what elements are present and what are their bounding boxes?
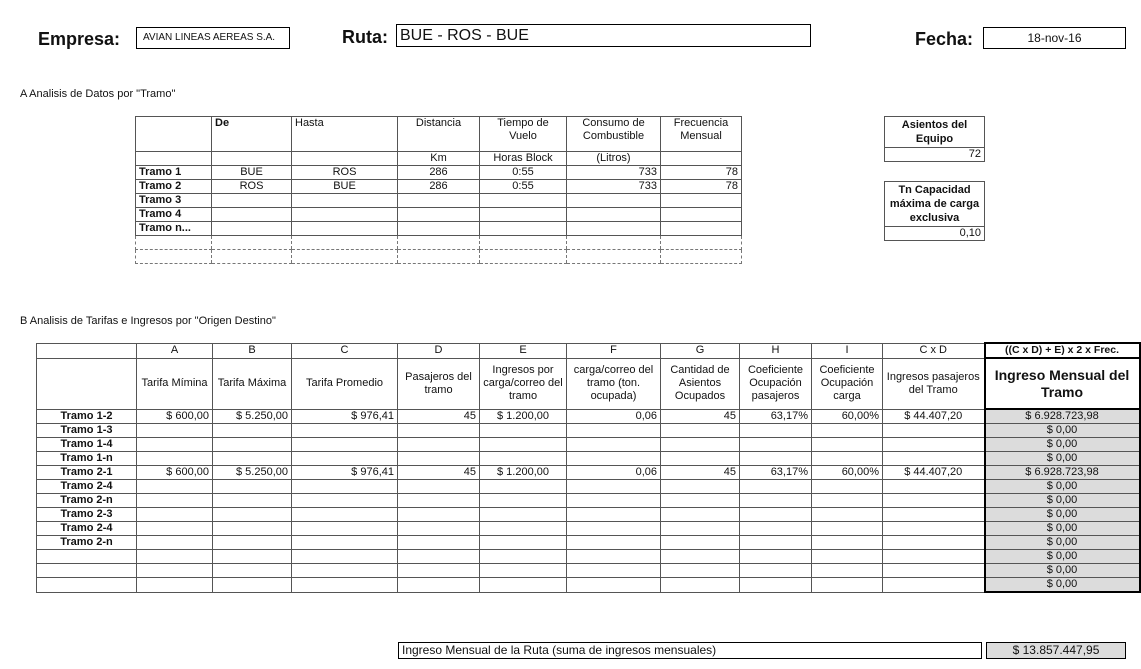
cell-f[interactable] xyxy=(567,508,661,522)
cell-freq[interactable] xyxy=(661,194,742,208)
cell-e[interactable] xyxy=(480,522,567,536)
cell-h[interactable] xyxy=(740,424,812,438)
cell-g[interactable] xyxy=(661,578,740,593)
cell-cxd[interactable] xyxy=(883,578,985,593)
cell-i[interactable] xyxy=(812,578,883,593)
total-label: Ingreso Mensual de la Ruta (suma de ingresos mensuales) xyxy=(398,642,982,659)
cell-i[interactable] xyxy=(812,480,883,494)
table-row xyxy=(37,409,1140,424)
dashed-cell xyxy=(661,236,742,250)
cell-d[interactable] xyxy=(398,536,480,550)
cell-dist[interactable] xyxy=(398,222,480,236)
cell-g[interactable] xyxy=(661,438,740,452)
cell-g[interactable]: 45 xyxy=(661,409,740,424)
letter-a: A xyxy=(137,343,213,358)
header-ingresos-carga: Ingresos por carga/correo del tramo xyxy=(480,358,567,409)
cell-b[interactable] xyxy=(213,424,292,438)
cell-f[interactable] xyxy=(567,536,661,550)
cell-hasta[interactable]: BUE xyxy=(292,180,398,194)
cell-ingreso: $ 0,00 xyxy=(985,424,1140,438)
letter-c: C xyxy=(292,343,398,358)
cell-h[interactable]: 63,17% xyxy=(740,466,812,480)
cell-hasta[interactable] xyxy=(292,194,398,208)
table-row xyxy=(37,550,1140,564)
cell-de[interactable]: BUE xyxy=(212,166,292,180)
empresa-label: Empresa: xyxy=(38,29,121,49)
cell-d[interactable] xyxy=(398,564,480,578)
cell-a[interactable] xyxy=(137,494,213,508)
table-row xyxy=(37,564,1140,578)
cell-cxd[interactable] xyxy=(883,480,985,494)
cell-e[interactable] xyxy=(480,536,567,550)
cell-a[interactable]: $ 600,00 xyxy=(137,466,213,480)
cell-d[interactable] xyxy=(398,438,480,452)
table-row xyxy=(37,480,1140,494)
cell-c[interactable] xyxy=(292,536,398,550)
row-label xyxy=(37,550,137,564)
cell-d[interactable] xyxy=(398,424,480,438)
row-label: Tramo 2-n xyxy=(37,494,137,508)
cell-g[interactable] xyxy=(661,480,740,494)
letter-formula: ((C x D) + E) x 2 x Frec. xyxy=(985,343,1140,358)
cell-h[interactable]: 63,17% xyxy=(740,409,812,424)
header-corner xyxy=(136,117,212,152)
row-label: Tramo 1-3 xyxy=(37,424,137,438)
dashed-cell xyxy=(398,236,480,250)
table-row xyxy=(37,578,1140,593)
header-pasajeros: Pasajeros del tramo xyxy=(398,358,480,409)
cell-h[interactable] xyxy=(740,578,812,593)
cell-dist[interactable] xyxy=(398,194,480,208)
cell-h[interactable] xyxy=(740,522,812,536)
ruta-field[interactable]: BUE - ROS - BUE xyxy=(396,24,811,47)
row-label: Tramo 4 xyxy=(136,208,212,222)
cell-cxd[interactable] xyxy=(883,522,985,536)
cell-ingreso: $ 0,00 xyxy=(985,522,1140,536)
cell-g[interactable] xyxy=(661,550,740,564)
cell-freq[interactable] xyxy=(661,208,742,222)
cell-c[interactable]: $ 976,41 xyxy=(292,409,398,424)
cell-cxd[interactable] xyxy=(883,550,985,564)
table-row xyxy=(37,424,1140,438)
cell-a[interactable] xyxy=(137,508,213,522)
cell-c[interactable] xyxy=(292,494,398,508)
header-de: De xyxy=(212,117,292,152)
cell-e[interactable] xyxy=(480,438,567,452)
cell-e[interactable]: $ 1.200,00 xyxy=(480,409,567,424)
cell-i[interactable] xyxy=(812,424,883,438)
table-row xyxy=(136,180,742,194)
header-asientos-ocupados: Cantidad de Asientos Ocupados xyxy=(661,358,740,409)
unit-empty xyxy=(136,152,212,166)
row-label: Tramo 3 xyxy=(136,194,212,208)
fecha-label: Fecha: xyxy=(915,29,974,49)
dashed-cell xyxy=(480,236,567,250)
cell-cxd[interactable] xyxy=(883,438,985,452)
row-label: Tramo 2-n xyxy=(37,536,137,550)
row-label: Tramo 1-n xyxy=(37,452,137,466)
cell-b[interactable] xyxy=(213,536,292,550)
cell-freq[interactable]: 78 xyxy=(661,166,742,180)
cell-consumo[interactable] xyxy=(567,194,661,208)
cell-de[interactable]: ROS xyxy=(212,180,292,194)
cell-c[interactable] xyxy=(292,424,398,438)
header-frecuencia: Frecuencia Mensual xyxy=(661,117,742,152)
cell-a[interactable] xyxy=(137,522,213,536)
cell-i[interactable] xyxy=(812,564,883,578)
capacidad-box xyxy=(884,181,985,241)
unit-litros: (Litros) xyxy=(567,152,661,166)
cell-f[interactable] xyxy=(567,522,661,536)
cell-f[interactable] xyxy=(567,494,661,508)
cell-de[interactable] xyxy=(212,222,292,236)
cell-a[interactable] xyxy=(137,424,213,438)
cell-tiempo[interactable]: 0:55 xyxy=(480,180,567,194)
cell-f[interactable]: 0,06 xyxy=(567,466,661,480)
cell-c[interactable] xyxy=(292,522,398,536)
header-coef-carga: Coeficiente Ocupación carga xyxy=(812,358,883,409)
cell-i[interactable] xyxy=(812,522,883,536)
cell-e[interactable] xyxy=(480,508,567,522)
cell-i[interactable] xyxy=(812,452,883,466)
row-label xyxy=(37,564,137,578)
cell-e[interactable] xyxy=(480,564,567,578)
cell-ingreso: $ 0,00 xyxy=(985,564,1140,578)
table-row xyxy=(37,508,1140,522)
cell-ingreso: $ 0,00 xyxy=(985,508,1140,522)
cell-d[interactable] xyxy=(398,578,480,593)
asientos-label: Asientos del Equipo xyxy=(885,117,985,148)
dashed-row xyxy=(136,236,742,250)
letter-d: D xyxy=(398,343,480,358)
cell-hasta[interactable] xyxy=(292,222,398,236)
table-row xyxy=(37,466,1140,480)
row-label: Tramo 2-4 xyxy=(37,522,137,536)
cell-cxd[interactable]: $ 44.407,20 xyxy=(883,409,985,424)
letter-i: I xyxy=(812,343,883,358)
header-hasta: Hasta xyxy=(292,117,398,152)
cell-b[interactable] xyxy=(213,578,292,593)
cell-c[interactable] xyxy=(292,438,398,452)
unit-empty xyxy=(292,152,398,166)
cell-d[interactable] xyxy=(398,452,480,466)
dashed-row xyxy=(136,250,742,264)
cell-cxd[interactable] xyxy=(883,494,985,508)
cell-ingreso: $ 0,00 xyxy=(985,452,1140,466)
dashed-cell xyxy=(212,236,292,250)
dashed-cell xyxy=(136,236,212,250)
cell-de[interactable] xyxy=(212,208,292,222)
row-label: Tramo n... xyxy=(136,222,212,236)
cell-b[interactable]: $ 5.250,00 xyxy=(213,409,292,424)
letter-corner xyxy=(37,343,137,358)
row-label xyxy=(37,578,137,593)
cell-ingreso: $ 0,00 xyxy=(985,578,1140,593)
dashed-cell xyxy=(212,250,292,264)
cell-a[interactable]: $ 600,00 xyxy=(137,409,213,424)
cell-dist[interactable] xyxy=(398,208,480,222)
cell-e[interactable]: $ 1.200,00 xyxy=(480,466,567,480)
cell-g[interactable]: 45 xyxy=(661,466,740,480)
cell-b[interactable] xyxy=(213,508,292,522)
cell-tiempo[interactable]: 0:55 xyxy=(480,166,567,180)
section-b-title: B Analisis de Tarifas e Ingresos por "Origen Destino" xyxy=(20,315,276,327)
cell-ingreso: $ 0,00 xyxy=(985,494,1140,508)
cell-h[interactable] xyxy=(740,508,812,522)
cell-i[interactable] xyxy=(812,494,883,508)
dashed-cell xyxy=(136,250,212,264)
cell-consumo[interactable]: 733 xyxy=(567,180,661,194)
dashed-cell xyxy=(661,250,742,264)
header-corner xyxy=(37,358,137,409)
cell-g[interactable] xyxy=(661,522,740,536)
dashed-cell xyxy=(292,250,398,264)
capacidad-value[interactable]: 0,10 xyxy=(885,227,985,241)
cell-d[interactable] xyxy=(398,508,480,522)
cell-e[interactable] xyxy=(480,424,567,438)
cell-i[interactable] xyxy=(812,508,883,522)
header-ingreso-mensual: Ingreso Mensual del Tramo xyxy=(985,358,1140,409)
row-label: Tramo 2-4 xyxy=(37,480,137,494)
cell-c[interactable] xyxy=(292,550,398,564)
letter-h: H xyxy=(740,343,812,358)
cell-a[interactable] xyxy=(137,564,213,578)
letter-b: B xyxy=(213,343,292,358)
cell-c[interactable] xyxy=(292,508,398,522)
cell-ingreso: $ 0,00 xyxy=(985,480,1140,494)
cell-b[interactable] xyxy=(213,438,292,452)
cell-consumo[interactable] xyxy=(567,222,661,236)
cell-h[interactable] xyxy=(740,480,812,494)
cell-e[interactable] xyxy=(480,550,567,564)
cell-f[interactable] xyxy=(567,424,661,438)
total-value: $ 13.857.447,95 xyxy=(986,642,1126,659)
cell-cxd[interactable] xyxy=(883,452,985,466)
table-row xyxy=(136,208,742,222)
cell-b[interactable] xyxy=(213,550,292,564)
cell-f[interactable] xyxy=(567,564,661,578)
row-label: Tramo 1-4 xyxy=(37,438,137,452)
cell-e[interactable] xyxy=(480,452,567,466)
cell-g[interactable] xyxy=(661,564,740,578)
header-coef-pasajeros: Coeficiente Ocupación pasajeros xyxy=(740,358,812,409)
cell-b[interactable]: $ 5.250,00 xyxy=(213,466,292,480)
cell-g[interactable] xyxy=(661,536,740,550)
table-row xyxy=(136,222,742,236)
cell-h[interactable] xyxy=(740,438,812,452)
letter-cxd: C x D xyxy=(883,343,985,358)
cell-i[interactable] xyxy=(812,438,883,452)
cell-e[interactable] xyxy=(480,480,567,494)
header-ingresos-pasajeros: Ingresos pasajeros del Tramo xyxy=(883,358,985,409)
letter-f: F xyxy=(567,343,661,358)
cell-g[interactable] xyxy=(661,494,740,508)
cell-c[interactable] xyxy=(292,480,398,494)
header-carga-ton: carga/correo del tramo (ton. ocupada) xyxy=(567,358,661,409)
cell-h[interactable] xyxy=(740,536,812,550)
cell-b[interactable] xyxy=(213,494,292,508)
cell-de[interactable] xyxy=(212,194,292,208)
cell-d[interactable] xyxy=(398,494,480,508)
cell-ingreso: $ 0,00 xyxy=(985,536,1140,550)
cell-a[interactable] xyxy=(137,550,213,564)
row-label: Tramo 2-3 xyxy=(37,508,137,522)
capacidad-label: Tn Capacidad máxima de carga exclusiva xyxy=(885,182,985,227)
cell-ingreso: $ 0,00 xyxy=(985,550,1140,564)
cell-f[interactable] xyxy=(567,550,661,564)
cell-b[interactable] xyxy=(213,480,292,494)
tramo-table xyxy=(135,116,742,264)
letter-e: E xyxy=(480,343,567,358)
cell-c[interactable]: $ 976,41 xyxy=(292,466,398,480)
cell-d[interactable] xyxy=(398,522,480,536)
cell-cxd[interactable] xyxy=(883,564,985,578)
cell-f[interactable] xyxy=(567,480,661,494)
cell-h[interactable] xyxy=(740,550,812,564)
unit-empty xyxy=(661,152,742,166)
cell-b[interactable] xyxy=(213,452,292,466)
table-row xyxy=(136,194,742,208)
asientos-value[interactable]: 72 xyxy=(885,148,985,162)
cell-e[interactable] xyxy=(480,578,567,593)
table-row xyxy=(37,522,1140,536)
cell-a[interactable] xyxy=(137,480,213,494)
fecha-field[interactable]: 18-nov-16 xyxy=(983,27,1126,49)
asientos-box xyxy=(884,116,985,162)
cell-dist[interactable]: 286 xyxy=(398,180,480,194)
header-tarifa-min: Tarifa Mímina xyxy=(137,358,213,409)
section-a-title: A Analisis de Datos por "Tramo" xyxy=(20,88,176,100)
cell-b[interactable] xyxy=(213,522,292,536)
cell-consumo[interactable] xyxy=(567,208,661,222)
cell-freq[interactable]: 78 xyxy=(661,180,742,194)
dashed-cell xyxy=(480,250,567,264)
cell-c[interactable] xyxy=(292,578,398,593)
cell-f[interactable]: 0,06 xyxy=(567,409,661,424)
cell-g[interactable] xyxy=(661,424,740,438)
cell-dist[interactable]: 286 xyxy=(398,166,480,180)
cell-a[interactable] xyxy=(137,578,213,593)
table-row xyxy=(37,452,1140,466)
header-tarifa-prom: Tarifa Promedio xyxy=(292,358,398,409)
header-tarifa-max: Tarifa Máxima xyxy=(213,358,292,409)
cell-ingreso: $ 6.928.723,98 xyxy=(985,409,1140,424)
cell-g[interactable] xyxy=(661,452,740,466)
dashed-cell xyxy=(292,236,398,250)
cell-f[interactable] xyxy=(567,578,661,593)
header-distancia: Distancia xyxy=(398,117,480,152)
cell-d[interactable] xyxy=(398,550,480,564)
cell-cxd[interactable] xyxy=(883,424,985,438)
cell-tiempo[interactable] xyxy=(480,194,567,208)
unit-km: Km xyxy=(398,152,480,166)
cell-d[interactable]: 45 xyxy=(398,466,480,480)
row-label: Tramo 1-2 xyxy=(37,409,137,424)
cell-cxd[interactable] xyxy=(883,536,985,550)
cell-consumo[interactable]: 733 xyxy=(567,166,661,180)
cell-d[interactable] xyxy=(398,480,480,494)
cell-cxd[interactable] xyxy=(883,508,985,522)
letter-g: G xyxy=(661,343,740,358)
cell-c[interactable] xyxy=(292,564,398,578)
empresa-field[interactable]: AVIAN LINEAS AEREAS S.A. xyxy=(136,27,290,49)
unit-empty xyxy=(212,152,292,166)
cell-cxd[interactable]: $ 44.407,20 xyxy=(883,466,985,480)
table-row xyxy=(37,438,1140,452)
row-label: Tramo 1 xyxy=(136,166,212,180)
cell-h[interactable] xyxy=(740,564,812,578)
cell-i[interactable]: 60,00% xyxy=(812,466,883,480)
cell-freq[interactable] xyxy=(661,222,742,236)
cell-i[interactable] xyxy=(812,550,883,564)
cell-h[interactable] xyxy=(740,494,812,508)
table-row xyxy=(37,494,1140,508)
cell-ingreso: $ 0,00 xyxy=(985,438,1140,452)
cell-a[interactable] xyxy=(137,452,213,466)
cell-f[interactable] xyxy=(567,452,661,466)
table-row xyxy=(37,536,1140,550)
cell-e[interactable] xyxy=(480,494,567,508)
row-label: Tramo 2 xyxy=(136,180,212,194)
row-label: Tramo 2-1 xyxy=(37,466,137,480)
ruta-label: Ruta: xyxy=(342,27,388,47)
cell-f[interactable] xyxy=(567,438,661,452)
cell-i[interactable] xyxy=(812,536,883,550)
cell-b[interactable] xyxy=(213,564,292,578)
unit-horas: Horas Block xyxy=(480,152,567,166)
cell-g[interactable] xyxy=(661,508,740,522)
cell-d[interactable]: 45 xyxy=(398,409,480,424)
cell-i[interactable]: 60,00% xyxy=(812,409,883,424)
table-row xyxy=(136,166,742,180)
dashed-cell xyxy=(567,236,661,250)
header-consumo: Consumo de Combustible xyxy=(567,117,661,152)
dashed-cell xyxy=(398,250,480,264)
cell-ingreso: $ 6.928.723,98 xyxy=(985,466,1140,480)
cell-tiempo[interactable] xyxy=(480,208,567,222)
dashed-cell xyxy=(567,250,661,264)
cell-hasta[interactable] xyxy=(292,208,398,222)
cell-tiempo[interactable] xyxy=(480,222,567,236)
cell-h[interactable] xyxy=(740,452,812,466)
cell-c[interactable] xyxy=(292,452,398,466)
cell-a[interactable] xyxy=(137,438,213,452)
cell-a[interactable] xyxy=(137,536,213,550)
tarifas-table xyxy=(36,342,1141,593)
cell-hasta[interactable]: ROS xyxy=(292,166,398,180)
header-tiempo: Tiempo de Vuelo xyxy=(480,117,567,152)
